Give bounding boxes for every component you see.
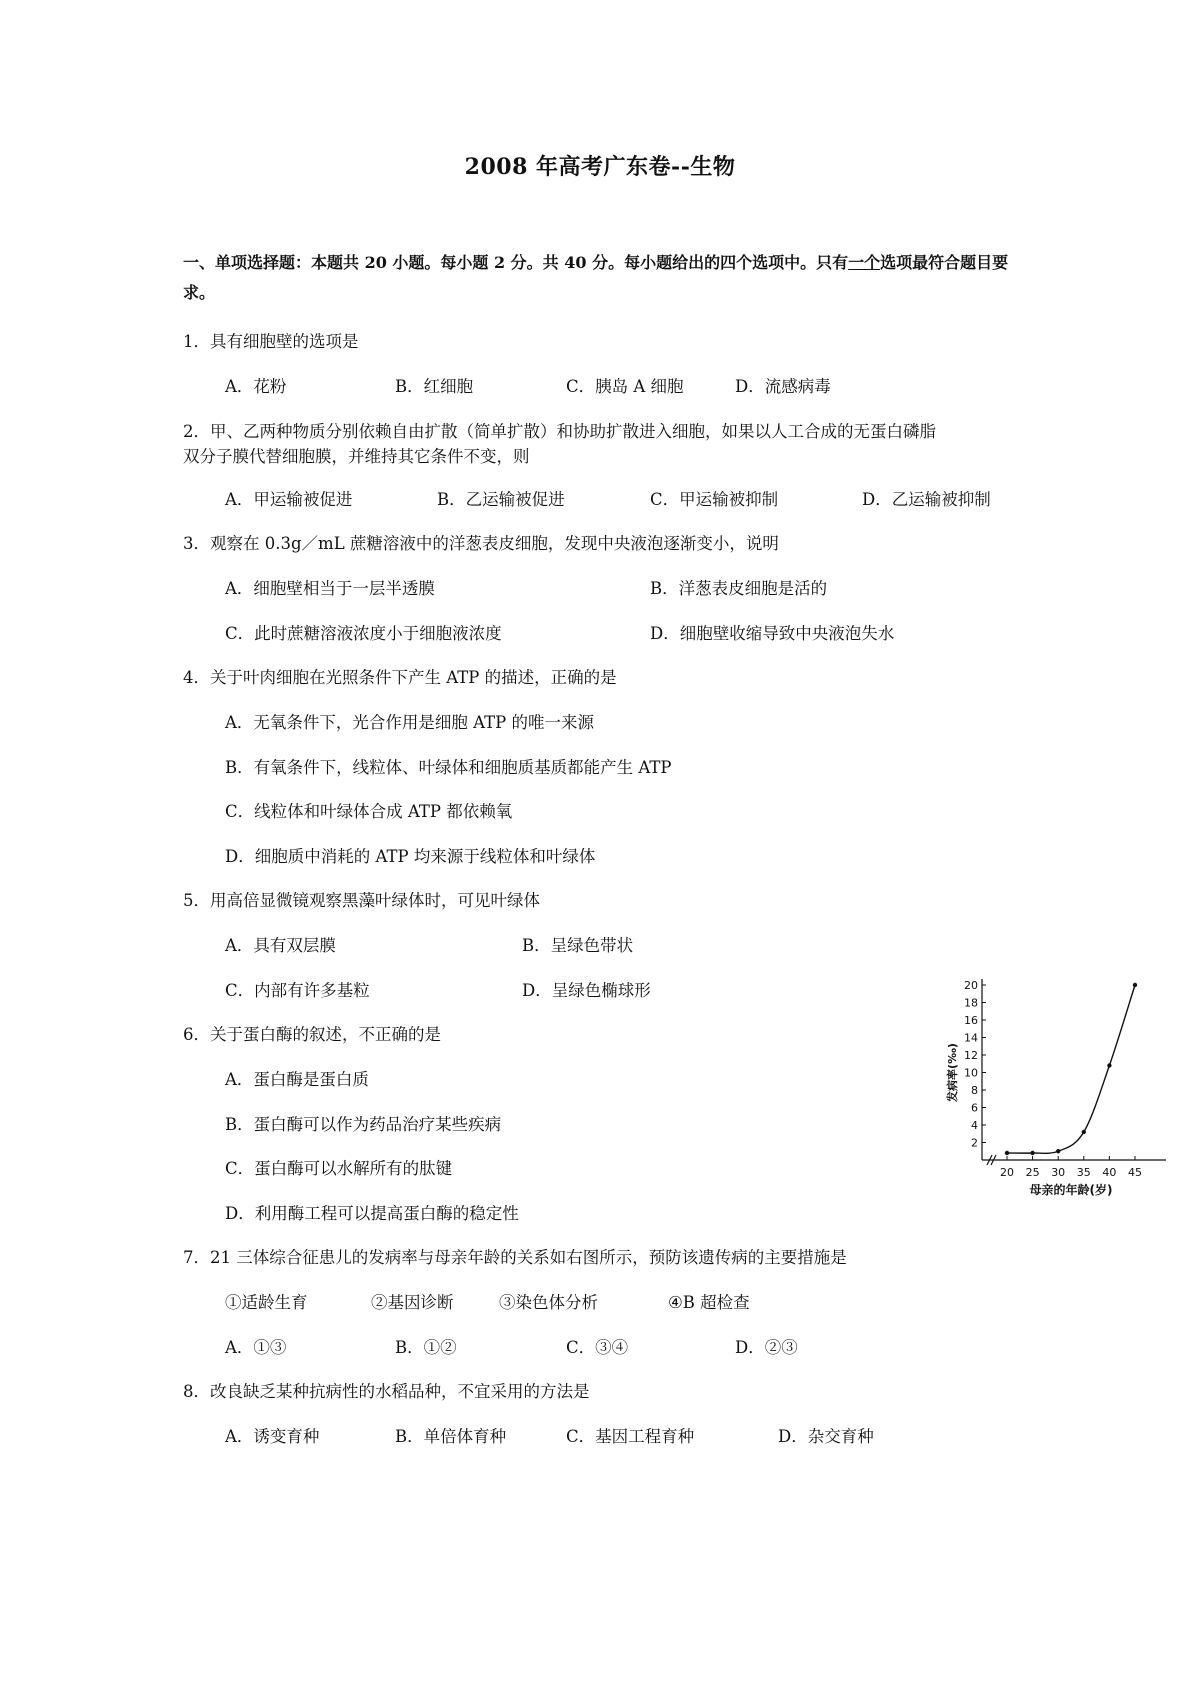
data-point	[1107, 1063, 1111, 1067]
y-tick-label: 10	[964, 1066, 978, 1080]
question-6-stem: 6．关于蛋白酶的叙述，不正确的是	[183, 1025, 441, 1044]
q7-measure-3: ③染色体分析	[499, 1293, 598, 1312]
q7-option-c: C．③④	[566, 1338, 629, 1357]
data-point	[1005, 1151, 1009, 1155]
x-axis-label: 母亲的年龄(岁)	[1029, 1183, 1113, 1197]
q2-option-c: C．甲运输被抑制	[650, 490, 779, 509]
question-3-stem: 3．观察在 0.3g／mL 蔗糖溶液中的洋葱表皮细胞，发现中央液泡逐渐变小，说明	[183, 534, 779, 553]
question-5-stem: 5．用高倍显微镜观察黑藻叶绿体时，可见叶绿体	[183, 891, 540, 910]
instructions-text: 一、单项选择题：本题共 20 小题。每小题 2 分。共 40 分。每小题给出的四个选项中。只有	[183, 253, 849, 272]
y-tick-label: 20	[964, 979, 978, 992]
y-tick-label: 4	[971, 1119, 978, 1132]
x-tick-label: 20	[1000, 1166, 1014, 1179]
q5-option-d: D．呈绿色椭球形	[522, 981, 651, 1000]
data-point	[1133, 983, 1137, 987]
q7-measure-1: ①适龄生育	[225, 1293, 308, 1312]
instructions-text-end: 选项最符合题目要求。	[183, 253, 1009, 302]
q1-option-a: A．花粉	[225, 377, 287, 396]
y-tick-label: 2	[971, 1136, 978, 1150]
y-tick-label: 8	[971, 1084, 978, 1097]
q1-option-b: B．红细胞	[395, 377, 474, 396]
data-point	[1082, 1130, 1086, 1134]
q7-option-a: A．①③	[225, 1338, 287, 1357]
data-point	[1056, 1149, 1060, 1153]
y-tick-label: 18	[964, 996, 978, 1010]
q1-option-c: C．胰岛 A 细胞	[566, 377, 684, 396]
series-line	[1007, 985, 1135, 1153]
q5-option-a: A．具有双层膜	[225, 936, 336, 955]
q3-option-b: B．洋葱表皮细胞是活的	[650, 579, 828, 598]
q6-option-b: B．蛋白酶可以作为药品治疗某些疾病	[225, 1115, 502, 1134]
question-8-stem: 8．改良缺乏某种抗病性的水稻品种，不宜采用的方法是	[183, 1382, 590, 1401]
q6-option-c: C．蛋白酶可以水解所有的肽键	[225, 1159, 453, 1178]
q4-option-c: C．线粒体和叶绿体合成 ATP 都依赖氧	[225, 802, 513, 821]
x-tick-label: 35	[1076, 1166, 1091, 1179]
q3-option-d: D．细胞壁收缩导致中央液泡失水	[650, 624, 895, 643]
q7-option-b: B．①②	[395, 1338, 457, 1357]
question-7-stem: 7．21 三体综合征患儿的发病率与母亲年龄的关系如右图所示，预防该遗传病的主要措施是	[183, 1248, 847, 1267]
q5-option-b: B．呈绿色带状	[522, 936, 634, 955]
instructions-underlined: 一个	[848, 253, 881, 272]
q6-option-a: A．蛋白酶是蛋白质	[225, 1070, 369, 1089]
y-tick-label: 12	[964, 1049, 978, 1062]
y-tick-label: 16	[964, 1014, 978, 1027]
q7-measure-2: ②基因诊断	[371, 1293, 454, 1312]
q3-option-a: A．细胞壁相当于一层半透膜	[225, 579, 435, 598]
q8-option-a: A．诱变育种	[225, 1427, 320, 1446]
y-tick-label: 14	[964, 1031, 978, 1045]
x-tick-label: 45	[1128, 1166, 1142, 1179]
x-tick-label: 25	[1025, 1166, 1040, 1179]
q7-option-d: D．②③	[735, 1338, 798, 1357]
question-4-stem: 4．关于叶肉细胞在光照条件下产生 ATP 的描述，正确的是	[183, 668, 617, 687]
x-tick-label: 30	[1051, 1166, 1066, 1179]
incidence-vs-maternal-age-chart	[944, 970, 1174, 1200]
x-tick-label: 40	[1102, 1166, 1117, 1179]
y-tick-label: 6	[971, 1101, 978, 1115]
q1-option-d: D．流感病毒	[735, 377, 831, 396]
q4-option-a: A．无氧条件下，光合作用是细胞 ATP 的唯一来源	[225, 713, 595, 732]
page-title: 2008 年高考广东卷--生物	[464, 154, 736, 180]
q6-option-d: D．利用酶工程可以提高蛋白酶的稳定性	[225, 1204, 519, 1223]
section-instructions	[183, 248, 1023, 308]
q8-option-b: B．单倍体育种	[395, 1427, 507, 1446]
q2-option-a: A．甲运输被促进	[225, 490, 353, 509]
question-1-stem: 1．具有细胞壁的选项是	[183, 332, 359, 351]
q7-measure-4: ④B 超检查	[668, 1293, 750, 1312]
q3-option-c: C．此时蔗糖溶液浓度小于细胞液浓度	[225, 624, 502, 643]
q4-option-b: B．有氧条件下，线粒体、叶绿体和细胞质基质都能产生 ATP	[225, 758, 672, 777]
question-2-stem: 2．甲、乙两种物质分别依赖自由扩散（简单扩散）和协助扩散进入细胞，如果以人工合成的无蛋白磷脂	[183, 422, 936, 441]
q8-option-c: C．基因工程育种	[566, 1427, 695, 1446]
q2-option-b: B．乙运输被促进	[437, 490, 565, 509]
q2-option-d: D．乙运输被抑制	[862, 490, 991, 509]
q5-option-c: C．内部有许多基粒	[225, 981, 370, 1000]
q8-option-d: D．杂交育种	[778, 1427, 874, 1446]
question-2-stem-line2: 双分子膜代替细胞膜，并维持其它条件不变，则	[183, 447, 530, 466]
q4-option-d: D．细胞质中消耗的 ATP 均来源于线粒体和叶绿体	[225, 847, 596, 866]
data-point	[1030, 1151, 1034, 1155]
y-axis-label: 发病率(‰)	[946, 1043, 959, 1102]
